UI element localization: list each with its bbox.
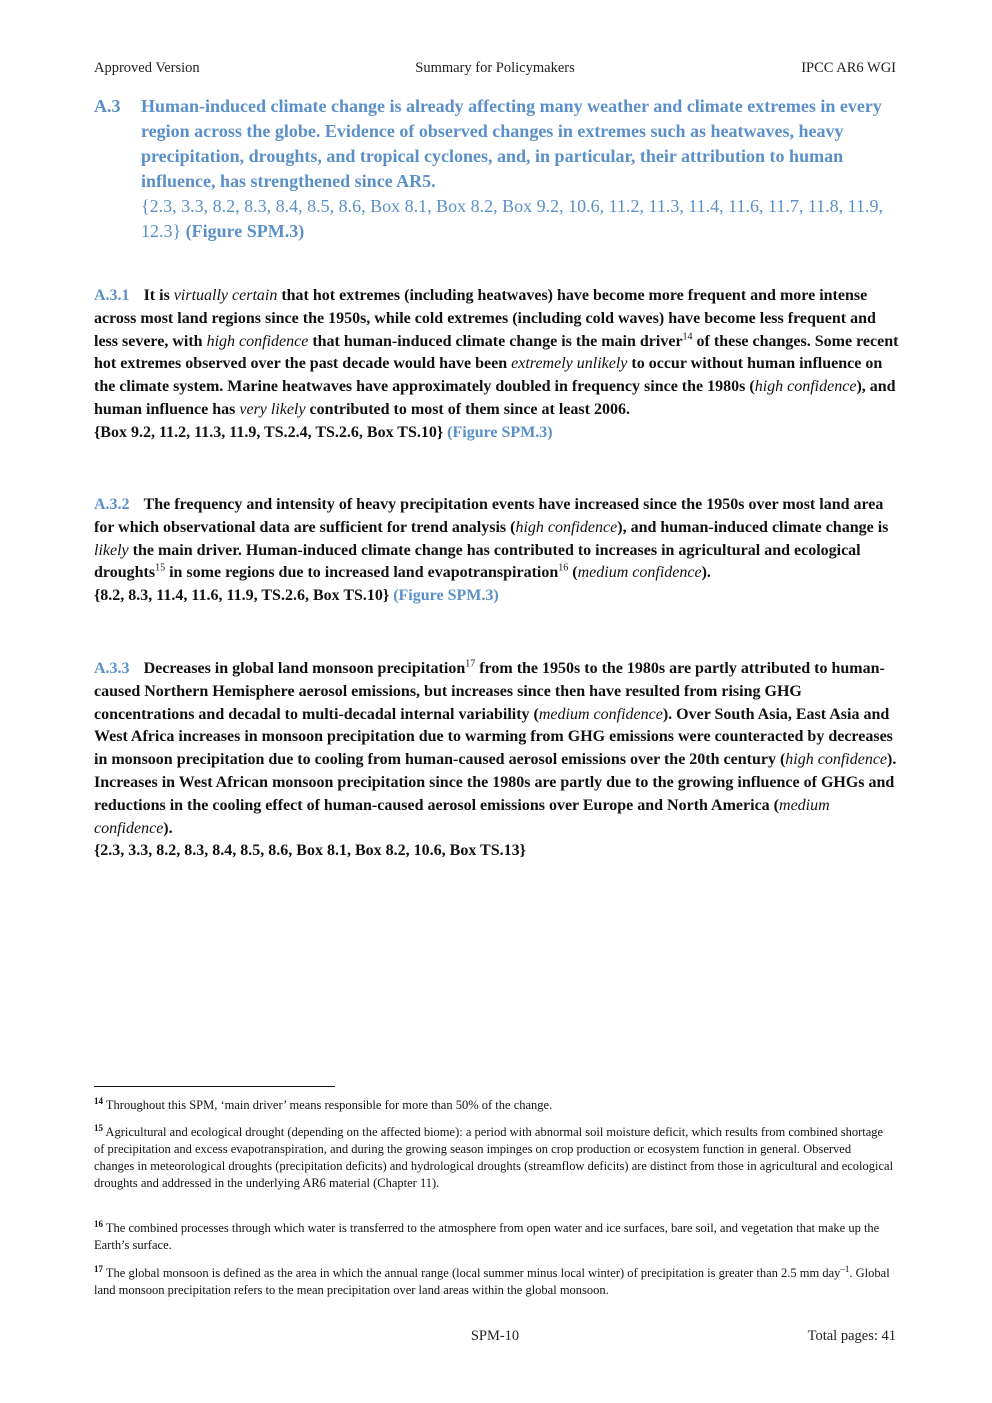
paragraph-references: {8.2, 8.3, 11.4, 11.6, 11.9, TS.2.6, Box TS.10} [94, 587, 390, 605]
confidence-term: virtually certain [173, 287, 278, 304]
text: contributed to most of them since at least 2006. [305, 400, 630, 418]
header-version: Approved Version [94, 60, 200, 76]
figure-link[interactable]: (Figure SPM.3) [447, 423, 553, 441]
text: ). Over South Asia, East Asia and West Africa increases in monsoon precipitation due to warming from GHG emissions were counteracted by decreases in monsoon precipitation due to cooling from human-caused aerosol emissions over the 20th century ( [94, 705, 893, 769]
footnote-text: Agricultural and ecological drought (depending on the affected biome): a period with abnormal soil moisture deficit, which results from combined shortage of precipitation and excess evapotranspiration, and during the growing season impinges on crop production or ecosystem function in general. Observed changes in meteorological droughts (precipitation deficits) and hydrological droughts (streamflow deficits) are distinct from those in agricultural and ecological droughts and addressed in the underlying AR6 material (Chapter 11). [94, 1125, 894, 1190]
footnote-text: The global monsoon is defined as the area in which the annual range (local summer minus local winter) of precipitation is greater than 2.5 mm day [103, 1266, 841, 1280]
footnote-number: 14 [94, 1095, 103, 1106]
paragraph-a3-3 [94, 658, 900, 863]
confidence-term: high confidence [206, 332, 309, 350]
likelihood-term: extremely unlikely [511, 355, 628, 373]
paragraph-number: A.3.1 [94, 287, 130, 304]
text: the main driver. Human-induced climate change has contributed to increases in agricultural and ecological droughts [94, 541, 861, 582]
footnote-number: 16 [94, 1218, 103, 1229]
footnote-16 [94, 1220, 894, 1254]
text: ( [568, 564, 578, 582]
text: ), and human influence has [94, 378, 896, 418]
text: that hot extremes (including heatwaves) have become more frequent and more intense across most land regions since the 1950s, while cold extremes (including cold waves) have become less frequent and less severe, with [94, 287, 876, 350]
header-report: IPCC AR6 WGI [801, 60, 896, 76]
footnote-text: Throughout this SPM, ‘main driver’ means responsible for more than 50% of the change. [103, 1098, 553, 1112]
paragraph-a3-1 [94, 285, 900, 445]
text: in some regions due to increased land evapotranspiration [165, 564, 559, 582]
confidence-term: high confidence [515, 518, 618, 536]
text: ), and human-induced climate change is [617, 518, 889, 536]
footnote-ref-15[interactable]: 15 [155, 563, 166, 575]
likelihood-term: likely [94, 541, 129, 559]
footnote-separator [94, 1086, 335, 1087]
footnote-ref-17[interactable]: 17 [465, 658, 476, 670]
text: of these changes. Some recent hot extremes observed over the past decade would have been [94, 332, 899, 373]
footnote-number: 17 [94, 1263, 103, 1274]
section-references: {2.3, 3.3, 8.2, 8.3, 8.4, 8.5, 8.6, Box 8.1, Box 8.2, Box 9.2, 10.6, 11.2, 11.3, 11.4, 11.6, 11.7, 11.8, 11.9, 12.3} [141, 196, 883, 241]
likelihood-term: very likely [239, 400, 306, 418]
text: that human-induced climate change is the main driver [308, 332, 683, 350]
paragraph-references: {2.3, 3.3, 8.2, 8.3, 8.4, 8.5, 8.6, Box 8.1, Box 8.2, 10.6, Box TS.13} [94, 842, 526, 860]
header-title: Summary for Policymakers [415, 60, 575, 76]
text: ). [163, 819, 173, 837]
section-heading: Human-induced climate change is already affecting many weather and climate extremes in every region across the globe. Evidence of observed changes in extremes such as heatwaves, heavy precipitation, droughts, and tropical cyclones, and, in particular, their attribution to human influence, has strengthened since AR5. [141, 96, 882, 191]
total-pages: Total pages: 41 [807, 1328, 896, 1344]
text: The frequency and intensity of heavy precipitation events have increased since the 1950s over most land area for which observational data are sufficient for trend analysis ( [94, 496, 884, 536]
footnote-number: 15 [94, 1122, 103, 1133]
text: ). Increases in West African monsoon precipitation since the 1980s are partly due to the growing influence of GHGs and reductions in the cooling effect of human-caused aerosol emissions over Europe and North America ( [94, 751, 897, 814]
footnote-17 [94, 1265, 894, 1299]
text: ). [701, 564, 711, 582]
footnote-ref-16[interactable]: 16 [558, 563, 569, 575]
unit-exponent: –1 [840, 1263, 850, 1274]
figure-link[interactable]: (Figure SPM.3) [185, 221, 305, 241]
footnote-ref-14[interactable]: 14 [682, 331, 693, 343]
confidence-term: high confidence [754, 378, 857, 396]
confidence-term: medium confidence [538, 705, 663, 723]
paragraph-a3-2 [94, 494, 900, 608]
footnote-text: . Global land monsoon precipitation refers to the mean precipitation over land areas within the global monsoon. [94, 1266, 890, 1297]
confidence-term: medium confidence [577, 564, 702, 582]
text: Decreases in global land monsoon precipitation [143, 660, 466, 677]
section-a3-headline [94, 94, 898, 244]
footnote-15 [94, 1124, 894, 1192]
footnote-14 [94, 1097, 894, 1114]
confidence-term: high confidence [785, 751, 888, 769]
figure-link[interactable]: (Figure SPM.3) [393, 587, 499, 605]
text: It is [143, 287, 174, 304]
footnote-text: The combined processes through which water is transferred to the atmosphere from open water and ice surfaces, bare soil, and vegetation that make up the Earth’s surface. [94, 1221, 880, 1252]
section-number: A.3 [94, 96, 121, 116]
text: from the 1950s to the 1980s are partly attributed to human-caused Northern Hemisphere aerosol emissions, but increases since then have resulted from rising GHG concentrations and decadal to multi-decadal internal variability ( [94, 660, 885, 723]
page-number: SPM-10 [470, 1328, 520, 1344]
confidence-term: medium confidence [94, 796, 830, 837]
text: to occur without human influence on the climate system. Marine heatwaves have approximately doubled in frequency since the 1980s ( [94, 355, 883, 396]
paragraph-number: A.3.2 [94, 496, 130, 513]
paragraph-references: {Box 9.2, 11.2, 11.3, 11.9, TS.2.4, TS.2.6, Box TS.10} [94, 423, 444, 441]
paragraph-number: A.3.3 [94, 660, 130, 677]
